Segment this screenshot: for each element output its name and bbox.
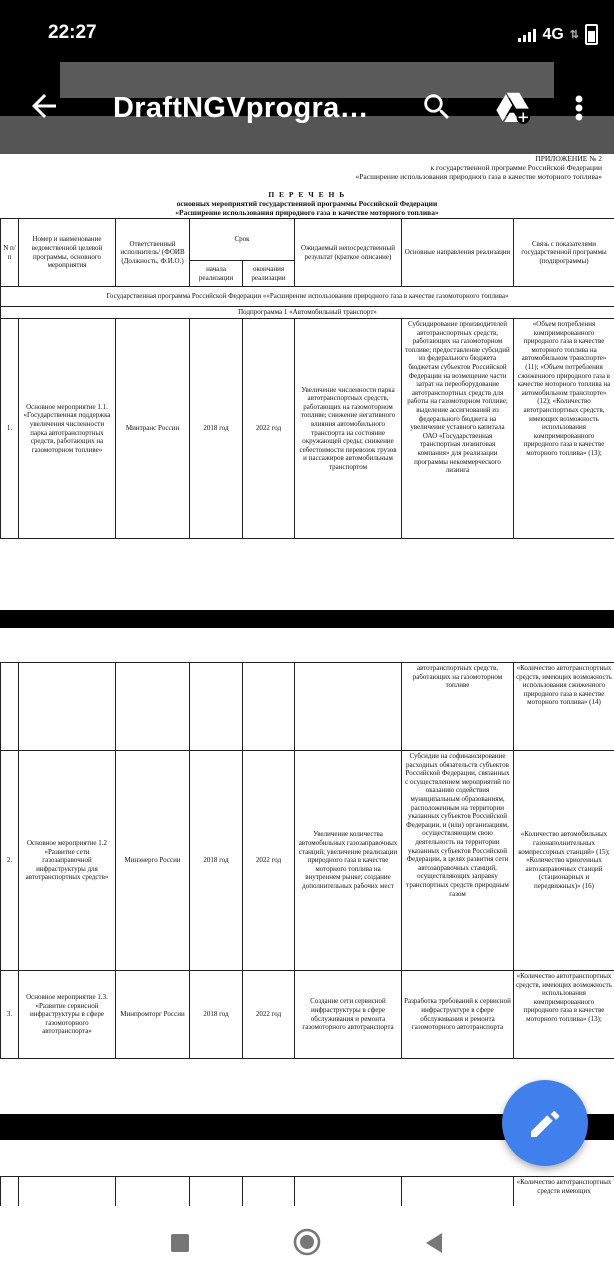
system-back-button[interactable] — [424, 1232, 444, 1254]
add-to-drive-button[interactable] — [494, 88, 532, 126]
activities-table-continued — [0, 662, 614, 1059]
appendix-line-3: «Расширение использования природного газа в качестве моторного топлива» — [355, 172, 602, 181]
more-vert-icon — [568, 90, 590, 126]
status-icons — [518, 24, 598, 45]
activities-table — [0, 218, 614, 539]
row3-result: Создание сети сервисной инфраструктуры в сфере обслуживания и ремонта газомоторного автотранспорта — [295, 971, 402, 1059]
row3-link: «Количество автотранспортных средств, имеющих возможность использования компримированного природного газа в качестве моторного топлива» (13); — [514, 971, 614, 1059]
col-directions-header: Основные направления реализации — [402, 219, 514, 287]
home-button[interactable] — [293, 1228, 321, 1256]
triangle-back-icon — [424, 1232, 444, 1254]
signal-icon — [518, 28, 536, 42]
col-term-header: Срок — [190, 219, 295, 261]
row3-num: 3. — [1, 971, 19, 1059]
row3-start: 2018 год — [190, 971, 243, 1059]
row1-start: 2018 год — [190, 319, 243, 539]
list-program-name: «Расширение использования природного газа в качестве моторного топлива» — [175, 208, 439, 217]
program-row: Государственная программа Российской Федерации ««Расширение использования природного газа в качестве газомоторного топлива» — [1, 287, 614, 307]
list-subtitle: основных мероприятий государственной программы Российской Федерации — [176, 199, 438, 208]
more-options-button[interactable] — [568, 90, 590, 126]
row3-executor: Минпромторг России — [116, 971, 190, 1059]
subprogram-row: Подпрограмма 1 «Автомобильный транспорт» — [1, 307, 614, 319]
pencil-icon — [502, 1080, 588, 1166]
row3-name: Основное мероприятие 1.3. «Развитие сервисной инфраструктуры в сфере газомоторного автотранспорта» — [19, 971, 116, 1059]
appendix-line-2: к государственной программе Российской Федерации — [430, 163, 602, 172]
row2-directions: Субсидии на софинансирование расходных обязательств субъектов Российской Федерации, связанных с осуществлением мероприятий по оказанию содействия муниципальным образованиям, расположенным на территории указанных субъектов Российской Федерации, и (или) организациям, осуществляющим свою деятельность на территории указанных субъектов Российской Федерации, в целях развития сети автозаправочных станций, осуществляющих заправку транспортных средств природным газом — [402, 751, 514, 971]
appendix-label: ПРИЛОЖЕНИЕ № 2 — [535, 154, 602, 163]
system-navigation-bar — [0, 1206, 614, 1280]
status-bar — [0, 0, 614, 68]
pdf-page-1[interactable] — [0, 154, 614, 610]
row1-name: Основное мероприятие 1.1. «Государственная поддержка увеличения численности парка автотранспортных средств, работающих на газомоторном топливе» — [19, 319, 116, 539]
list-title: П Е Р Е Ч Е Н Ь — [268, 190, 346, 199]
pdf-page-2[interactable] — [0, 628, 614, 1114]
row1-executor: Минтранс России — [116, 319, 190, 539]
app-bar — [0, 62, 614, 154]
row1-link: «Объем потребления компримированного природного газа в качестве моторного топлива на автомобильном транспорте» (11); «Объем потребления сжиженного природного газа в качестве моторного топлива на автомобильном транспорте» (12); «Количество автотранспортных средств, имеющих возможность использования компримированного природного газа в качестве моторного топлива» (13); — [514, 319, 614, 539]
col-link-header: Связь с показателями государственной программы (подпрограммы) — [514, 219, 614, 287]
search-button[interactable] — [420, 90, 454, 124]
cont-directions: автотранспортных средств, работающих на газомоторном топливе — [402, 663, 514, 751]
row3-directions: Разработка требований к сервисной инфраструктуре в сфере обслуживания и ремонта газомоторного автотранспорта — [402, 971, 514, 1059]
row2-result: Увеличение количества автомобильных газозаправочных станций; увеличение реализации природного газа в качестве моторного топлива на внутреннем рынке; создание дополнительных рабочих мест — [295, 751, 402, 971]
row1-result: Увеличение численности парка автотранспортных средств, работающих на газомоторном топливе; снижение негативного влияния автомобильного транспорта на состояние окружающей среды; снижение себестоимости перевозок грузов и пассажиров автомобильным транспортом — [295, 319, 402, 539]
row2-executor: Минэнерго России — [116, 751, 190, 971]
col-name-header: Номер и наименование ведомственной целевой программы, основного мероприятия — [19, 219, 116, 287]
search-icon — [420, 90, 454, 124]
cont-link: «Количество автотранспортных средств, имеющих возможность использования сжиженного природного газа в качестве моторного топлива» (14) — [514, 663, 614, 751]
recent-apps-button[interactable] — [171, 1234, 189, 1252]
drive-add-icon — [494, 88, 532, 126]
row1-end: 2022 год — [243, 319, 295, 539]
document-title: DraftNGVprogra… — [113, 92, 369, 124]
col-end-header: окончания реализации — [243, 261, 295, 287]
row3-end: 2022 год — [243, 971, 295, 1059]
row2-start: 2018 год — [190, 751, 243, 971]
row1-num: 1. — [1, 319, 19, 539]
row2-num: 2. — [1, 751, 19, 971]
home-circle-icon — [293, 1228, 321, 1256]
col-num-header: N п/п — [1, 219, 19, 287]
status-time: 22:27 — [48, 22, 97, 43]
page3-link: «Количество автотранспортных средств имеющих — [514, 1177, 614, 1207]
col-result-header: Ожидаемый непосредственный результат (краткое описание) — [295, 219, 402, 287]
back-button[interactable] — [26, 88, 62, 124]
arrow-back-icon — [26, 88, 62, 124]
data-activity-icon: ⇅ — [569, 29, 579, 41]
row2-name: Основное мероприятие 1.2 «Развитие сети газозаправочной инфраструктуры для автотранспортных средств» — [19, 751, 116, 971]
row2-link: «Количество автомобильных газонаполнительных компрессорных станций» (15); «Количество криогенных автозаправочных станций (стационарных и передвижных)» (16) — [514, 751, 614, 971]
edit-fab-button[interactable] — [502, 1080, 588, 1166]
activities-table-page3 — [0, 1176, 614, 1206]
row2-end: 2022 год — [243, 751, 295, 971]
col-start-header: начала реализации — [190, 261, 243, 287]
page-separator — [0, 610, 614, 628]
battery-icon — [585, 24, 598, 45]
row1-directions: Субсидирование производителей автотранспортных средств, работающих на газомоторном топливе; предоставление субсидий из федерального бюджета бюджетам субъектов Российской Федерации на возмещение части затрат на переоборудование автотранспортных средств для работы на газомоторном топливе; выделение ассигнований из федерального бюджета на увеличение уставного капитала ОАО «Государственная транспортная лизинговая компания» для реализации программы некоммерческого лизинга — [402, 319, 514, 539]
network-type: 4G — [542, 25, 564, 43]
col-executor-header: Ответственный исполнитель/ (ФОИВ (Должность, Ф.И.О.) — [116, 219, 190, 287]
